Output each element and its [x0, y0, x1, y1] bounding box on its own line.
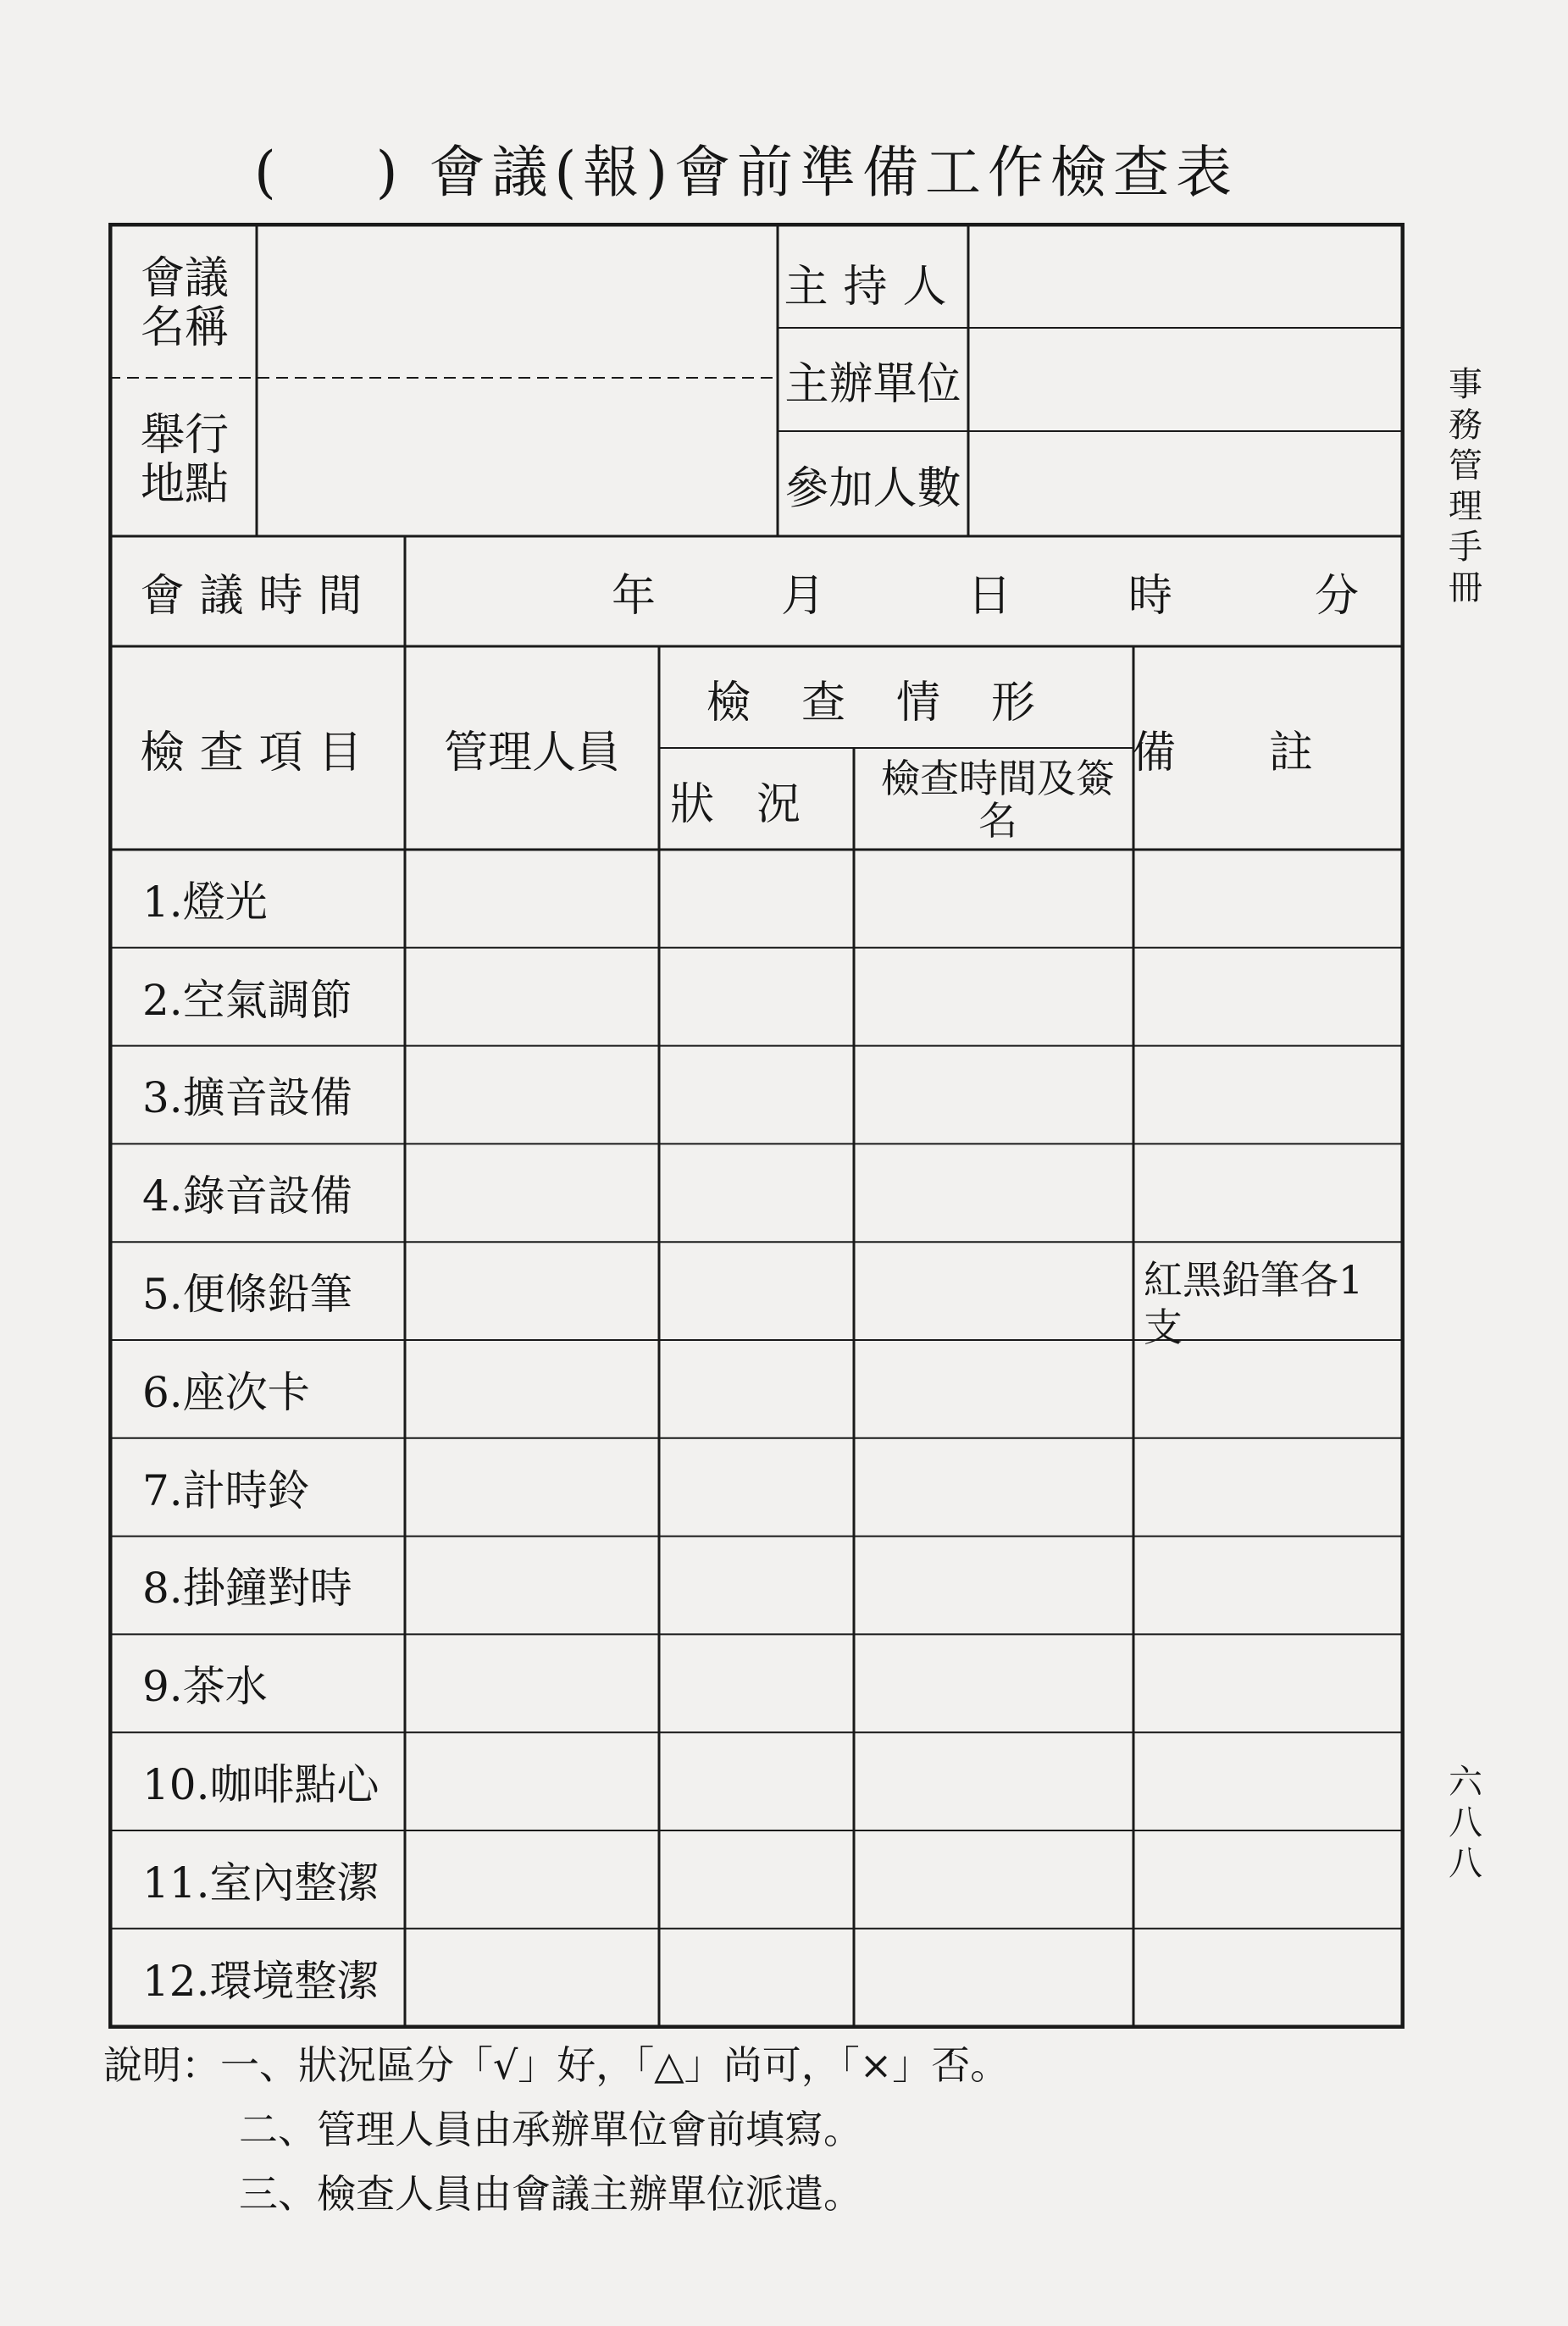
checklist-item-row: 8.掛鐘對時: [142, 1564, 352, 1614]
checklist-item-row: 6.座次卡: [142, 1367, 310, 1417]
title-right-bracket: ): [375, 140, 405, 205]
meeting-time-label: 會議時間: [140, 570, 378, 622]
hour-label: 時: [1128, 570, 1172, 622]
checklist-form: [108, 223, 1405, 2029]
attendees-label: 參加人數: [784, 462, 961, 514]
meeting-name-label: 會議名稱: [140, 253, 229, 353]
book-title: 事務管理手冊: [1449, 365, 1482, 607]
note-line-3: 三、檢查人員由會議主辦單位派遣。: [239, 2171, 862, 2217]
note-line-1: 說明：一、狀況區分「√」好，「△」尚可，「×」否。: [103, 2042, 1010, 2088]
remarks-column-header: 備註: [1132, 727, 1407, 778]
chairperson-label: 主持人: [784, 261, 962, 313]
checklist-item-row: 5.便條鉛筆: [142, 1270, 352, 1320]
status-column-header: 狀況: [669, 778, 843, 830]
checklist-item-row: 4.錄音設備: [142, 1171, 352, 1221]
minute-label: 分: [1314, 570, 1359, 622]
time-sign-column-header: 檢查時間及簽名: [881, 756, 1115, 844]
title-text: 會議(報)會前準備工作檢查表: [429, 140, 1238, 205]
notes: [103, 2033, 1374, 2226]
page-number: 六八八: [1449, 1763, 1482, 1883]
organizer-label: 主辦單位: [784, 358, 961, 410]
manager-column-header: 管理人員: [443, 727, 620, 778]
checklist-item-row: 12.環境整潔: [142, 1956, 380, 2006]
checklist-item-row: 11.室內整潔: [142, 1858, 380, 1908]
day-label: 日: [967, 570, 1011, 622]
month-label: 月: [780, 570, 825, 622]
checklist-item-row: 1.燈光: [142, 877, 268, 927]
items-column-header: 檢查項目: [140, 727, 378, 778]
checklist-item-row: 7.計時鈴: [142, 1465, 310, 1515]
remark-item-5: 紅黑鉛筆各1支: [1144, 1257, 1364, 1350]
venue-label: 舉行地點: [140, 410, 229, 510]
checklist-item-row: 2.空氣調節: [142, 975, 352, 1025]
year-label: 年: [611, 570, 656, 622]
note-line-2: 二、管理人員由承辦單位會前填寫。: [239, 2107, 862, 2152]
checklist-item-row: 3.擴音設備: [142, 1073, 352, 1123]
checklist-item-row: 10.咖啡點心: [142, 1760, 380, 1810]
form-title: [254, 127, 1321, 208]
title-left-bracket: (: [254, 140, 283, 205]
checklist-item-row: 9.茶水: [142, 1662, 268, 1712]
inspection-column-header: 檢查情形: [706, 677, 1086, 728]
